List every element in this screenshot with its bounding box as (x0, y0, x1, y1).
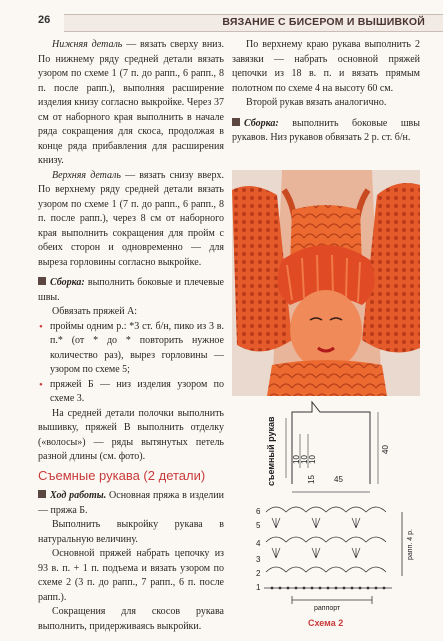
row-number: 2 (256, 569, 261, 578)
row-number: 3 (256, 555, 261, 564)
row-number: 4 (256, 539, 261, 548)
dim-label: 45 (334, 475, 343, 484)
row-number: 1 (256, 583, 261, 592)
stitch-chart (252, 500, 422, 636)
assembly-paragraph: Сборка: выполнить боковые и плечевые швы. (38, 277, 224, 303)
section-title: Съемные рукава (2 детали) (38, 467, 206, 483)
row-number: 6 (256, 507, 261, 516)
bevel-paragraph: Сокращения для скосов рукава выполнить, придерживаясь выкройки. (38, 606, 224, 632)
square-bullet-icon (232, 118, 240, 126)
dim-label: 15 (307, 475, 316, 484)
stitch-chart-svg (252, 500, 422, 636)
repeat-width-label: раппорт (314, 605, 341, 612)
sleeve-diagram (252, 398, 422, 500)
work-paragraph: Ход работы. Основная пряжа в изделии — пряжа Б. (38, 490, 224, 516)
page-number: 26 (38, 14, 51, 26)
garment-photo-image (232, 170, 420, 396)
dim-label: 40 (381, 445, 390, 454)
sleeve-label: съемный рукав (266, 416, 276, 486)
square-bullet-icon (38, 490, 46, 498)
repeat-height-label: рапп. 4 р. (407, 529, 414, 560)
pattern-paragraph: Выполнить выкройку рукава в натуральную величину. (38, 519, 224, 545)
lower-part-paragraph: Нижняя деталь — вязать сверху вниз. По нижнему ряду средней детали вязать узором по схеме 1 (7 п. до рапп., 6 рапп., 8 п. после рапп.), выполняя расширение изделия книзу согласно выкройке. Через 37 см от наборного края выполнить в начале ряда сокращения для скоса, продолжая в конце ряда прибавления для расширения книзу. (38, 39, 224, 166)
upper-part-paragraph: Верхняя деталь — вязать снизу вверх. По верхнему ряду средней детали вязать узором по схеме 1 (7 п. до рапп., 6 рапп., 8 п. после рапп.), через 8 см от наборного края выполнить сокращения для пройм с обеих сторон и одновременно — для выреза горловины согласно выкройке. (38, 169, 224, 268)
square-bullet-icon (38, 277, 46, 285)
dim-label: 10 (300, 455, 309, 464)
tie-intro: Обвязать пряжей А: (52, 306, 138, 317)
left-column (38, 38, 224, 634)
sleeve-assembly-paragraph: Сборка: выполнить боковые швы рукавов. Низ рукавов обвязать 2 р. ст. б/н. (232, 117, 420, 143)
row-number: 5 (256, 521, 261, 530)
right-column (232, 38, 420, 146)
page-header (0, 0, 443, 40)
list-item: • пряжей Б — низ изделия узором по схеме 3. (38, 378, 224, 407)
chain-paragraph: Основной пряжей набрать цепочку из 93 в. п. + 1 п. подъема и вязать узором по схеме 2 (3 п. до рапп., 7 рапп., 6 п. после рапп.). (38, 548, 224, 603)
tie-list (38, 320, 224, 407)
list-item: • проймы одним р.: *3 ст. б/н, пико из 3 в. п.* (от * до * повторить нужное количество раз), вырез горловины — узором по схеме 5; (38, 320, 224, 378)
dim-label: 10 (292, 455, 301, 464)
dim-label: 10 (308, 455, 317, 464)
garment-photo (232, 170, 420, 396)
second-sleeve-paragraph: Второй рукав вязать аналогично. (246, 97, 387, 108)
ties-paragraph: По верхнему краю рукава выполнить 2 завязки — набрать основной пряжей цепочки из 18 в. п. и вязать прямым полотном по схеме 4 на высоту 60 см. (232, 39, 420, 94)
embroidery-paragraph: На средней детали полочки выполнить вышивку, пряжей В выполнить отделку («волосы») — ряды вытянутых петель разной длины (см. фото). (38, 407, 224, 462)
sleeve-diagram-svg (252, 398, 422, 500)
header-title: ВЯЗАНИЕ С БИСЕРОМ И ВЫШИВКОЙ (222, 16, 425, 28)
chart-caption: Схема 2 (308, 618, 344, 628)
